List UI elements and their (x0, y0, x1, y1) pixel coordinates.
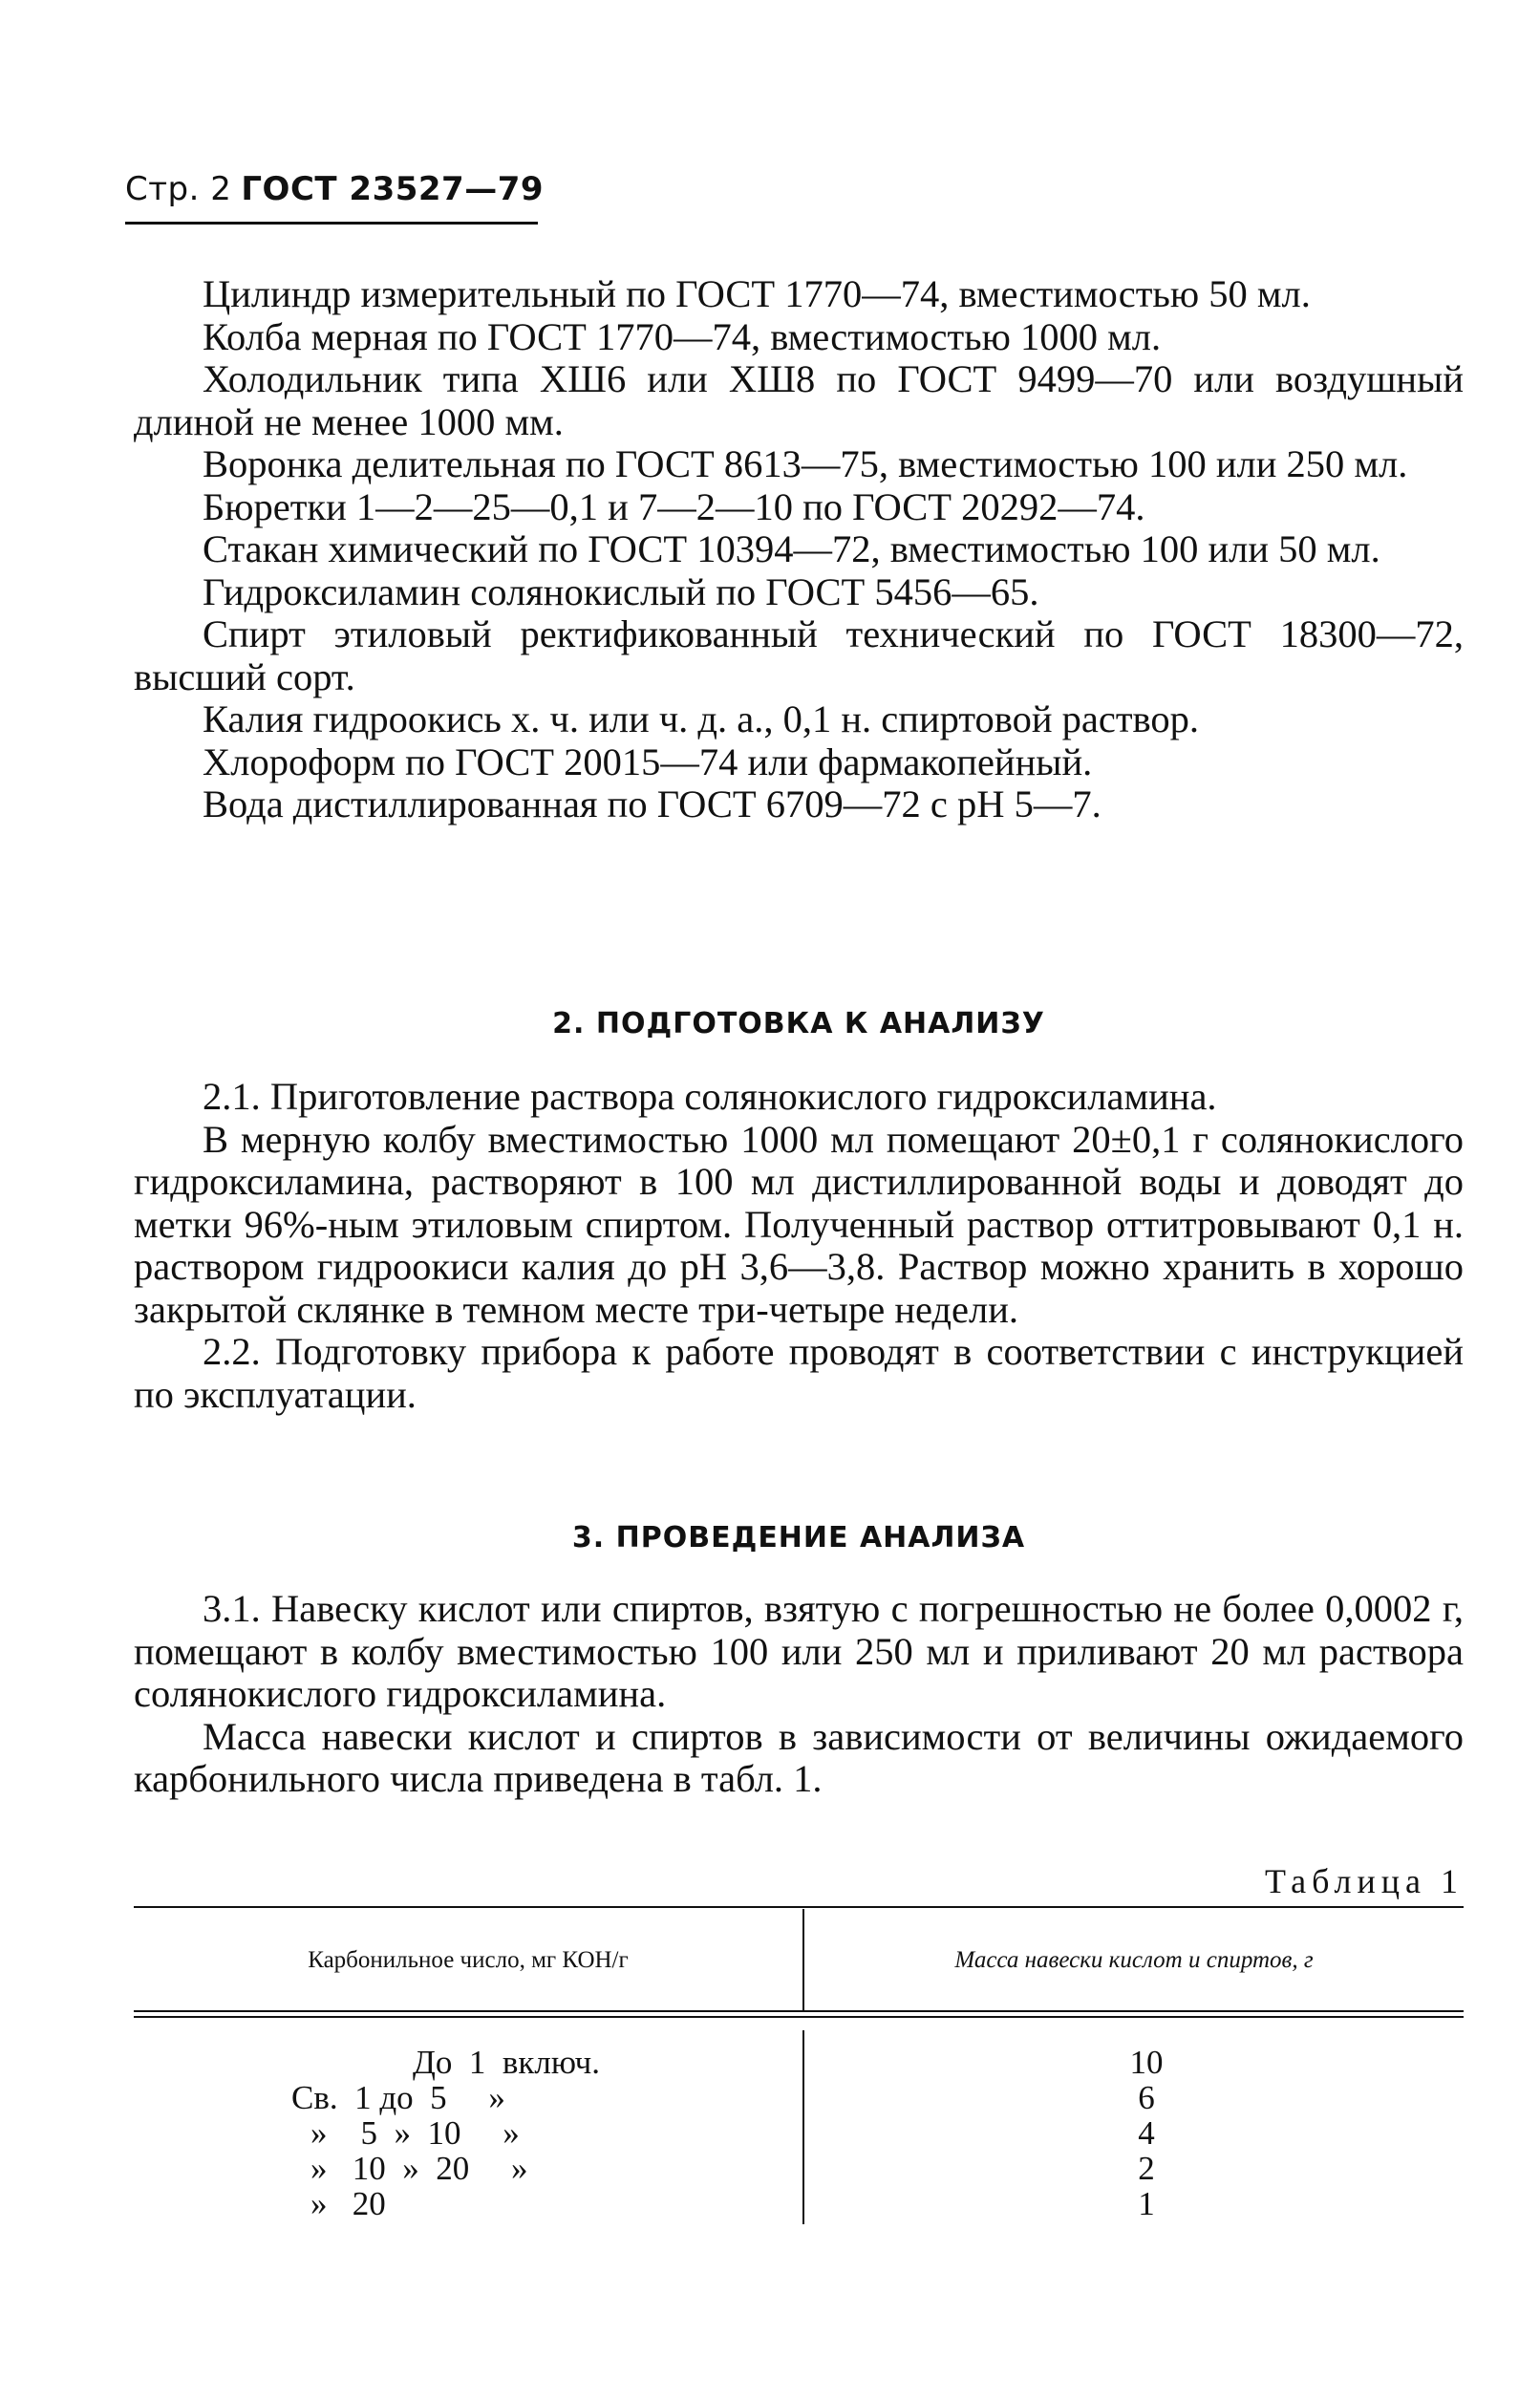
equipment-item: Хлороформ по ГОСТ 20015—74 или фармакопейный. (203, 740, 1093, 783)
header-rule (125, 222, 538, 225)
equipment-item: Цилиндр измерительный по ГОСТ 1770—74, вместимостью 50 мл. (203, 272, 1311, 315)
table-cell-mass: 4 (1138, 2114, 1155, 2152)
table-cell-mass: 6 (1138, 2079, 1155, 2116)
equipment-item: Спирт этиловый ректификованный технический по ГОСТ 18300—72, высший сорт. (134, 612, 1464, 698)
equipment-item: Стакан химический по ГОСТ 10394—72, вместимостью 100 или 50 мл. (203, 527, 1380, 570)
table-cell-range: » 20 (310, 2185, 386, 2222)
equipment-item: Вода дистиллированная по ГОСТ 6709—72 с рН 5—7. (203, 782, 1102, 825)
table-header-rule-2 (134, 2016, 1464, 2018)
page-header (125, 170, 544, 208)
table-cell-range: Св. 1 до 5 » (291, 2079, 505, 2116)
table-cell-mass: 1 (1138, 2185, 1155, 2222)
equipment-item: Колба мерная по ГОСТ 1770—74, вместимостью 1000 мл. (203, 314, 1162, 358)
column-header-sample-mass: Масса навески кислот и спиртов, г (954, 1947, 1314, 1973)
equipment-item: Холодильник типа ХШ6 или ХШ8 по ГОСТ 9499—70 или воздушный длиной не менее 1000 мм. (134, 357, 1464, 443)
table-caption: Таблица 1 (1265, 1862, 1464, 1900)
table-cell-mass: 2 (1138, 2150, 1155, 2187)
table-cell-range: » 10 » 20 » (310, 2150, 528, 2187)
equipment-item: Гидроксиламин солянокислый по ГОСТ 5456—65. (203, 569, 1039, 613)
table-cell-range: » 5 » 10 » (310, 2114, 520, 2152)
standard-number: ГОСТ 23527—79 (241, 170, 545, 208)
section-2-title: 2. ПОДГОТОВКА К АНАЛИЗУ (552, 1007, 1045, 1040)
paragraph: 3.1. Навеску кислот или спиртов, взятую с погрешностью не более 0,0002 г, помещают в колбу вместимостью 100 или 250 мл и приливают 20 мл раствора солянокислого гидроксиламина. (134, 1587, 1464, 1715)
equipment-item: Бюретки 1—2—25—0,1 и 7—2—10 по ГОСТ 20292—74. (203, 484, 1145, 528)
paragraph: 2.1. Приготовление раствора солянокислого гидроксиламина. (203, 1075, 1217, 1118)
table-cell-mass: 10 (1129, 2044, 1164, 2081)
table-cell-range: До 1 включ. (413, 2044, 601, 2081)
section-3-title: 3. ПРОВЕДЕНИЕ АНАЛИЗА (571, 1521, 1026, 1554)
table-body-divider (802, 2030, 804, 2224)
equipment-item: Калия гидроокись х. ч. или ч. д. а., 0,1 н. спиртовой раствор. (203, 697, 1200, 740)
paragraph: 2.2. Подготовку прибора к работе проводят в соответствии с инструкцией по эксплуатации. (134, 1330, 1464, 1416)
section-2-body (134, 1076, 1464, 1416)
column-header-carbonyl-number: Карбонильное число, мг КОН/г (308, 1947, 629, 1973)
paragraph: В мерную колбу вместимостью 1000 мл помещают 20±0,1 г солянокислого гидроксиламина, растворяют в 100 мл дистиллированной воды и доводят до метки 96%-ным этиловым спиртом. Полученный раствор оттитровывают 0,1 н. раствором гидроокиси калия до рН 3,6—3,8. Раствор можно хранить в хорошо закрытой склянке в темном месте три-четыре недели. (134, 1117, 1464, 1331)
table-top-rule (134, 1906, 1464, 1908)
page-number: Стр. 2 (125, 170, 232, 208)
section-3-body (134, 1588, 1464, 1801)
equipment-list (134, 273, 1464, 826)
equipment-item: Воронка делительная по ГОСТ 8613—75, вместимостью 100 или 250 мл. (203, 442, 1408, 485)
table-header-rule-1 (134, 2010, 1464, 2012)
paragraph: Масса навески кислот и спиртов в зависимости от величины ожидаемого карбонильного числа приведена в табл. 1. (134, 1714, 1464, 1800)
